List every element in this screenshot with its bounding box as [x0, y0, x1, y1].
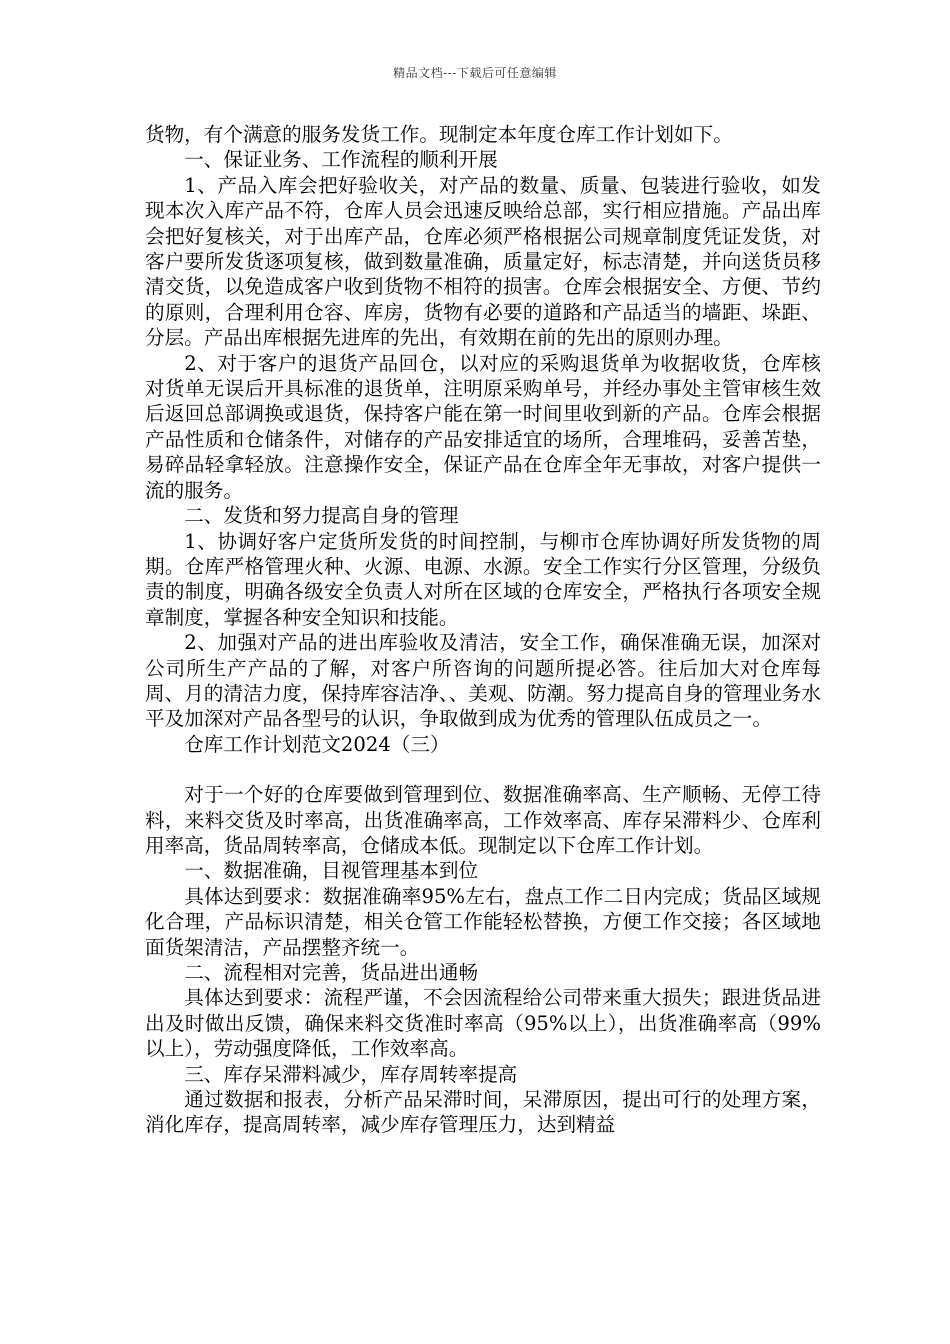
blank-line: [145, 757, 821, 782]
paragraph: 对于一个好的仓库要做到管理到位、数据准确率高、生产顺畅、无停工待料，来料交货及时率高，出货准确率高，工作效率高、库存呆滞料少、仓库利用率高，货品周转率高，仓储成本低。现制定以下仓库工作计划。: [145, 783, 821, 857]
paragraph: 通过数据和报表，分析产品呆滞时间，呆滞原因，提出可行的处理方案，消化库存，提高周转率，减少库存管理压力，达到精益: [145, 1088, 821, 1137]
paragraph: 三、库存呆滞料减少，库存周转率提高: [184, 1062, 518, 1086]
page-header: 精品文档---下载后可任意编辑: [393, 66, 557, 80]
paragraph: 货物，有个满意的服务发货工作。现制定本年度仓库工作计划如下。: [145, 123, 733, 146]
paragraph: 1、协调好客户定货所发货的时间控制，与柳市仓库协调好所发货物的周期。仓库严格管理火种、火源、电源、水源。安全工作实行分区管理，分级负责的制度，明确各级安全负责人对所在区域的仓库安全，严格执行各项安全规章制度，掌握各种安全知识和技能。: [145, 529, 821, 629]
document-body: [145, 122, 821, 1138]
paragraph: 2、加强对产品的进出库验收及清洁，安全工作，确保准确无误，加深对公司所生产产品的了解，对客户所咨询的问题所提必答。往后加大对仓库每周、月的清洁力度，保持库容洁净、、美观、防潮。努力提高自身的管理业务水平及加深对产品各型号的认识，争取做到成为优秀的管理队伍成员之一。: [145, 631, 821, 731]
paragraph: 具体达到要求：流程严谨，不会因流程给公司带来重大损失；跟进货品进出及时做出反馈，确保来料交货准时率高（95%以上），出货准确率高（99%以上），劳动强度降低，工作效率高。: [145, 986, 821, 1061]
paragraph: 1、产品入库会把好验收关，对产品的数量、质量、包装进行验收，如发现本次入库产品不符，仓库人员会迅速反映给总部，实行相应措施。产品出库会把好复核关，对于出库产品，仓库必须严格根据公司规章制度凭证发货，对客户要所发货逐项复核，做到数量准确，质量定好，标志清楚，并向送货员移清交货，以免造成客户收到货物不相符的损害。仓库会根据安全、方便、节约的原则，合理利用仓容、库房，货物有必要的道路和产品适当的墙距、垛距、分层。产品出库根据先进库的先出，有效期在前的先出的原则办理。: [145, 173, 821, 350]
paragraph: 二、流程相对完善，货品进出通畅: [184, 961, 479, 984]
paragraph: 一、数据准确，目视管理基本到位: [184, 859, 479, 883]
paragraph: 仓库工作计划范文2024（三）: [184, 732, 450, 756]
paragraph: 具体达到要求：数据准确率95%左右，盘点工作二日内完成；货品区域规化合理，产品标识清楚，相关仓管工作能轻松替换，方便工作交接；各区域地面货架清洁，产品摆整齐统一。: [145, 884, 821, 959]
paragraph: 二、发货和努力提高自身的管理: [184, 504, 459, 528]
paragraph: 2、对于客户的退货产品回仓，以对应的采购退货单为收据收货，仓库核对货单无误后开具标准的退货单，注明原采购单号，并经办事处主管审核生效后返回总部调换或退货，保持客户能在第一时间里收到新的产品。仓库会根据产品性质和仓储条件，对储存的产品安排适宜的场所，合理堆码，妥善苫垫，易碎品轻拿轻放。注意操作安全，保证产品在仓库全年无事故，对客户提供一流的服务。: [145, 351, 821, 502]
paragraph: 一、保证业务、工作流程的顺利开展: [184, 148, 498, 172]
